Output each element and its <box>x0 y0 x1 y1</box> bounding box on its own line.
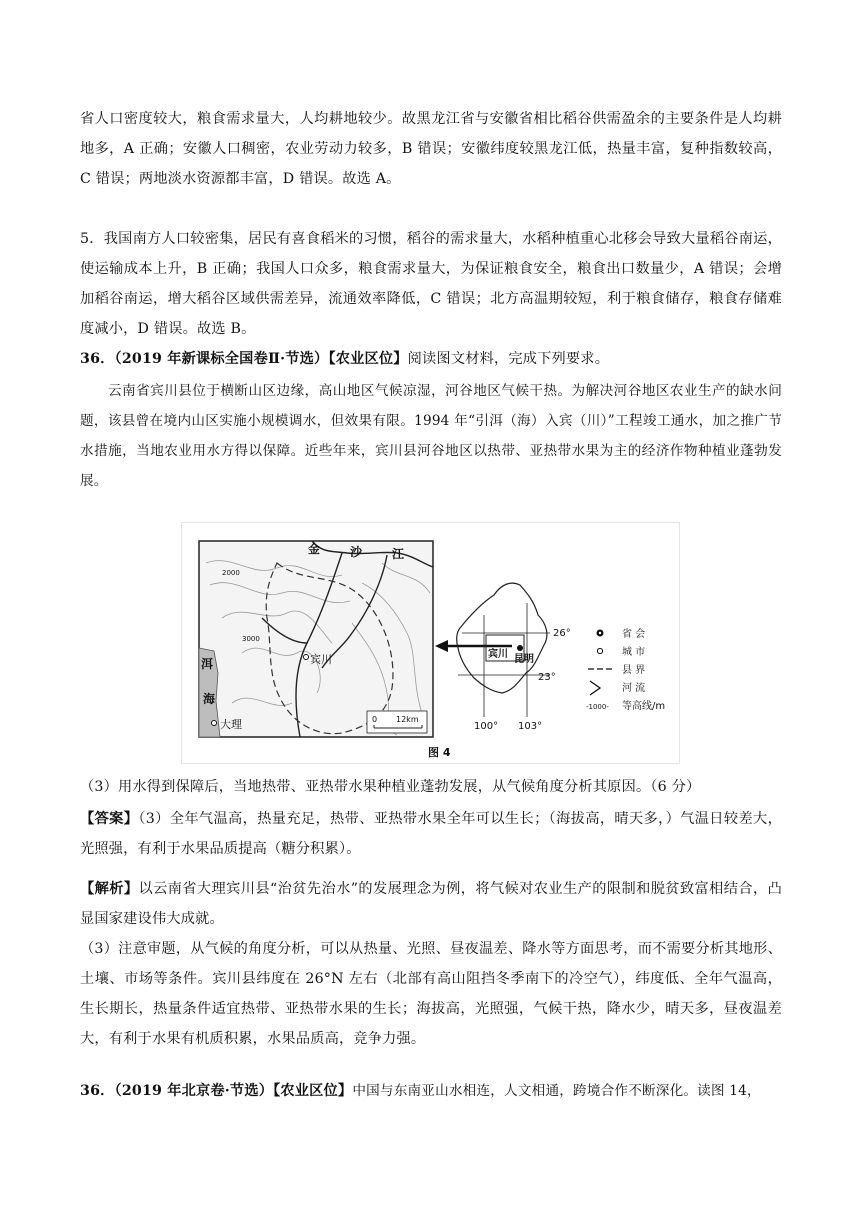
city-label-dali: 大理 <box>220 718 242 731</box>
map-svg <box>182 523 679 763</box>
analysis-section <box>80 874 782 934</box>
paragraph-q4-explanation: 省人口密度较大，粮食需求量大，人均耕地较少。故黑龙江省与安徽省相比稻谷供需盈余的主要条件是人均耕地多，A 正确；安徽人口稠密，农业劳动力较多，B 错误；安徽纬度较黑龙江低，热量丰富，复种指数较高，C 错误；两地淡水资源都丰富，D 错误。故选 A。 <box>80 111 782 187</box>
analysis-label: 【解析】 <box>80 881 139 897</box>
answer-text: （3）全年气温高，热量充足，热带、亚热带水果全年可以生长；（海拔高，晴天多，）气温日较差大，光照强，有利于水果品质提高（糖分积累）。 <box>80 811 782 857</box>
lake-label-hai: 海 <box>203 692 216 706</box>
locator-arrow-head <box>435 640 448 652</box>
question-36-header <box>80 344 782 374</box>
legend-river-label: 河 流 <box>622 683 646 694</box>
legend-river-icon <box>590 681 600 695</box>
map-figure <box>181 522 680 764</box>
legend-city-label: 城 市 <box>622 647 646 658</box>
county-label-binchuan: 宾川 <box>310 653 332 666</box>
legend-boundary-label: 县 界 <box>622 665 646 676</box>
inset-label-binchuan: 宾川 <box>488 649 508 660</box>
question-36-beijing-source: 36．（2019 年北京卷·节选）【农业区位】 <box>80 1083 353 1099</box>
city-marker-dali <box>212 721 217 726</box>
paragraph-q5-explanation: 5．我国南方人口较密集，居民有喜食稻米的习惯，稻谷的需求量大，水稻种植重心北移会导致大量稻谷南运，使运输成本上升，B 正确；我国人口众多，粮食需求量大，为保证粮食安全，粮食出口数量少，A 错误；会增加稻谷南运，增大稻谷区域供需差异，流通效率降低，C 错误；北方高温期较短，利于粮食储存，粮食存储难度减小，D 错误。故选 B。 <box>80 231 782 337</box>
analysis-part-3: （3）注意审题，从气候的角度分析，可以从热量、光照、昼夜温差、降水等方面思考，而不需要分析其地形、土壤、市场等条件。宾川县纬度在 26°N 左右（北部有高山阻挡冬季南下的冷空气），纬度低、全年气温高，生长期长，热量条件适宜热带、亚热带水果的生长；海拔高，光照强，气候干热，降水少，晴天多，昼夜温差大，有利于水果有机质积累，水果品质高，竞争力强。 <box>80 941 782 1047</box>
answer-section <box>80 804 782 864</box>
figure-caption: 图 4 <box>428 746 451 759</box>
scale-length: 12km <box>396 715 419 724</box>
legend-contour-label: 等高线/m <box>622 701 666 712</box>
contour-label-2000: 2000 <box>222 569 240 577</box>
analysis-text: 以云南省大理宾川县“治贫先治水”的发展理念为例，将气候对农业生产的限制和脱贫致富相结合，凸显国家建设伟大成就。 <box>80 881 782 927</box>
contour-label-3000: 3000 <box>242 635 260 643</box>
reading-material: 云南省宾川县位于横断山区边缘，高山地区气候凉湿，河谷地区气候干热。为解决河谷地区农业生产的缺水问题，该县曾在境内山区实施小规模调水，但效果有限。1994 年“引洱（海）入宾（川）”工程竣工通水，加之推广节水措施，当地农业用水方得以保障。近些年来，宾川县河谷地区以热带、亚热带水果为主的经济作物种植业蓬勃发展。 <box>80 383 782 489</box>
answer-label: 【答案】 <box>80 811 139 827</box>
inset-lon-100: 100° <box>474 721 499 732</box>
inset-lon-103: 103° <box>518 721 543 732</box>
legend-city-icon <box>597 648 602 653</box>
question-36-beijing-header <box>80 1076 782 1106</box>
county-marker-binchuan <box>304 655 309 660</box>
river-label-jiang: 江 <box>392 547 405 561</box>
river-label-sha: 沙 <box>350 545 363 559</box>
lake-label-er: 洱 <box>201 657 214 671</box>
inset-label-kunming: 昆明 <box>514 654 534 665</box>
scale-zero: 0 <box>372 715 378 724</box>
legend-capital-label: 省 会 <box>622 629 646 640</box>
inset-marker-kunming <box>517 645 523 651</box>
question-36-instruction: 阅读图文材料，完成下列要求。 <box>407 351 610 367</box>
inset-lat-26: 26° <box>553 628 571 639</box>
question-36-beijing-text: 中国与东南亚山水相连，人文相通，跨境合作不断深化。读图 14， <box>352 1083 761 1099</box>
inset-lat-23: 23° <box>538 672 556 683</box>
question-3: （3）用水得到保障后，当地热带、亚热带水果种植业蓬勃发展，从气候角度分析其原因。（6 分） <box>80 779 701 795</box>
legend-contour-sample: -1000- <box>586 703 609 711</box>
inset-province-outline <box>457 583 547 693</box>
river-label-jin: 金 <box>308 542 321 556</box>
question-36-source: 36．（2019 年新课标全国卷Ⅱ·节选）【农业区位】 <box>80 351 408 367</box>
map-legend <box>586 627 665 712</box>
